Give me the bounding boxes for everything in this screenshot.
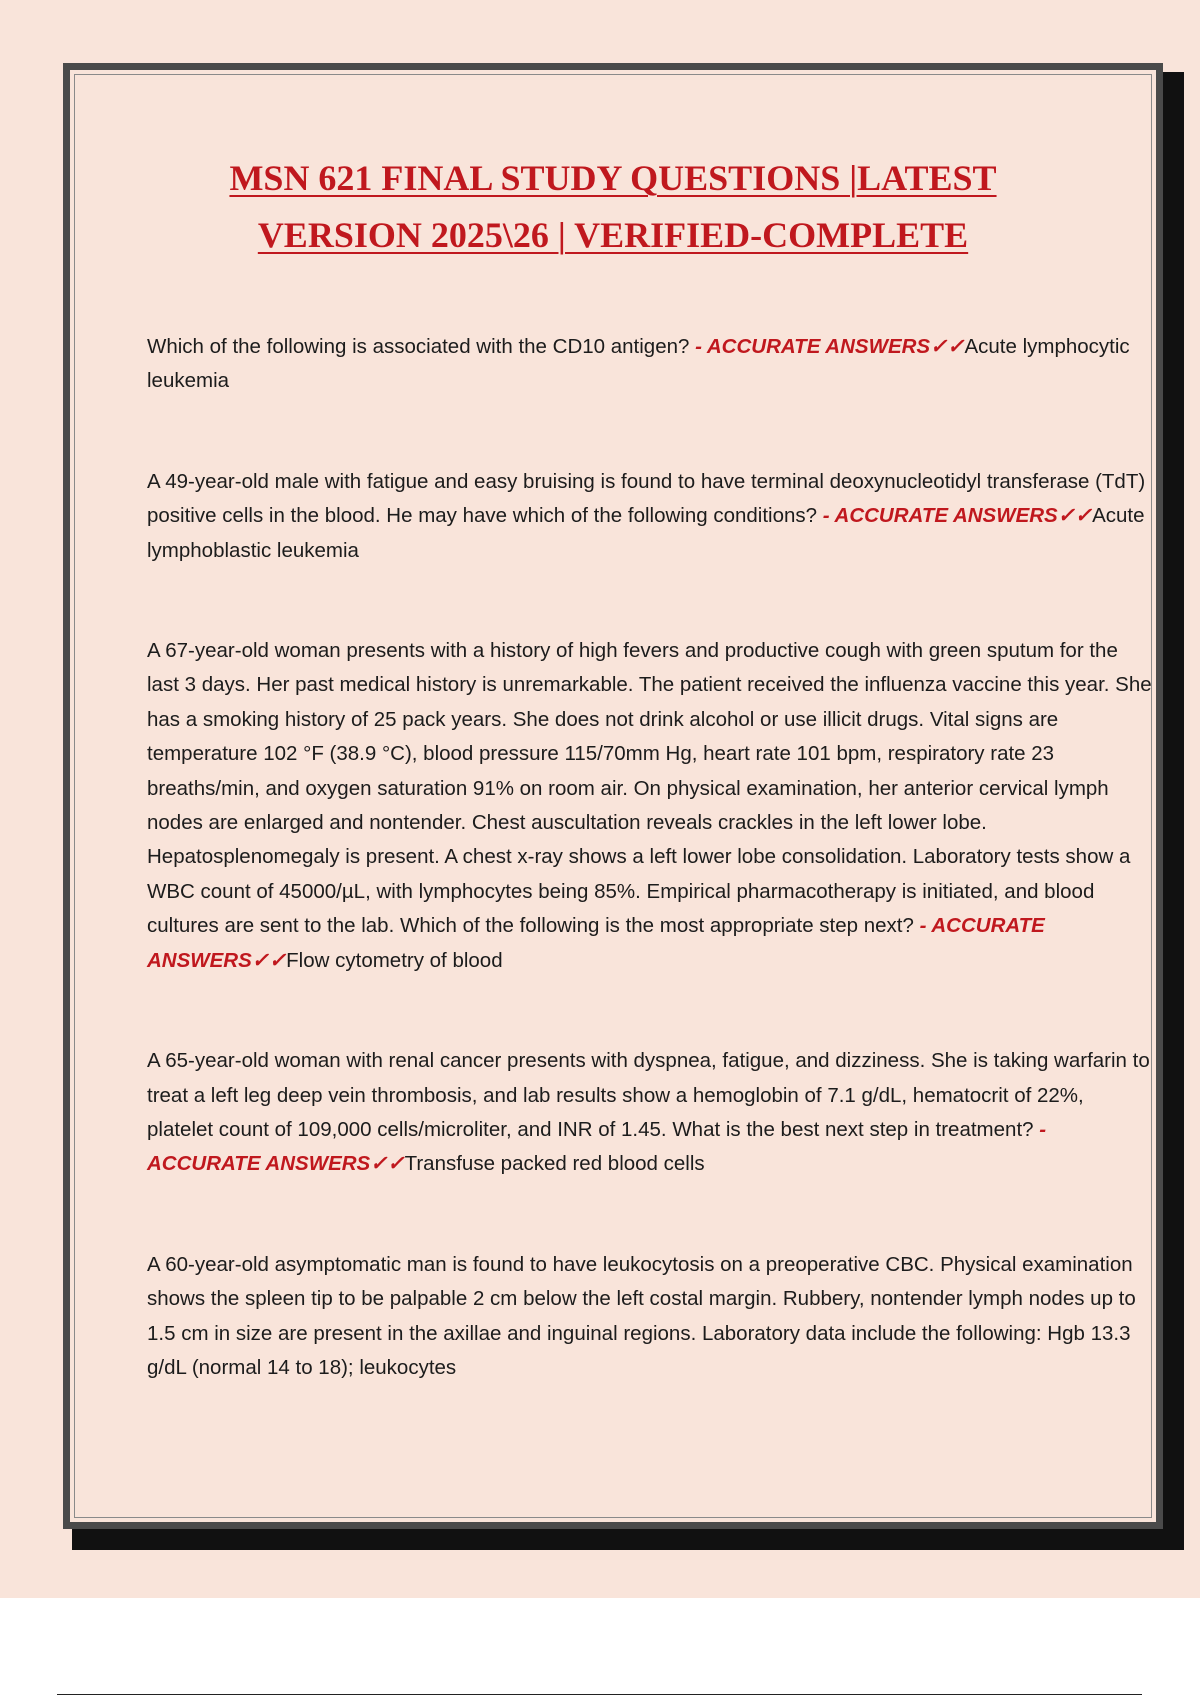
answer-text: Acute lymphocytic leukemia <box>147 335 1130 393</box>
title-line-2: VERSION 2025\26 | VERIFIED-COMPLETE <box>257 215 969 255</box>
answer-label: - ACCURATE ANSWERS✓✓ <box>822 504 1093 528</box>
answer-label: - ACCURATE ANSWERS✓✓ <box>695 335 965 358</box>
question-text: Which of the following is associated with the CD10 antigen? <box>147 335 696 358</box>
question-text: A 60-year-old asymptomatic man is found to have leukocytosis on a preoperative CBC. Physical examination shows the spleen tip to be palpable 2 cm below the left costal margin. Rubbery, nontender lymph nodes up to 1.5 cm in size are present in the axillae and inguinal regions. Laboratory data include the following: Hgb 13.3 g/dL (normal 14 to 18); leukocytes <box>147 1252 1136 1379</box>
question-text: A 65-year-old woman with renal cancer presents with dyspnea, fatigue, and dizziness. She is taking warfarin to treat a left leg deep vein thrombosis, and lab results show a hemoglobin of 7.1 g/dL, hematocrit of 22%, platelet count of 109,000 cells/microliter, and INR of 1.45. What is the best next step in treatment? <box>147 1049 1150 1141</box>
question-item <box>147 465 1152 568</box>
document-frame <box>63 63 1163 1529</box>
question-list <box>147 330 1152 1385</box>
answer-text: Acute lymphoblastic leukemia <box>147 504 1145 562</box>
question-text: A 49-year-old male with fatigue and easy bruising is found to have terminal deoxynucleotidyl transferase (TdT) positive cells in the blood. He may have which of the following conditions? <box>147 469 1146 528</box>
question-item <box>147 330 1152 399</box>
answer-text: Transfuse packed red blood cells <box>404 1152 705 1176</box>
question-item <box>147 1248 1152 1386</box>
title-line-1: MSN 621 FINAL STUDY QUESTIONS |LATEST <box>229 158 997 198</box>
page-bottom-rule <box>57 1694 1142 1695</box>
answer-text: Flow cytometry of blood <box>286 948 503 972</box>
document-title <box>70 150 1156 264</box>
answer-label: - ACCURATE ANSWERS✓✓ <box>147 914 1045 972</box>
question-item <box>147 634 1152 978</box>
question-item <box>147 1044 1152 1182</box>
question-text: A 67-year-old woman presents with a history of high fevers and productive cough with green sputum for the last 3 days. Her past medical history is unremarkable. The patient received the influenza vaccine this year. She has a smoking history of 25 pack years. She does not drink alcohol or use illicit drugs. Vital signs are temperature 102 °F (38.9 °C), blood pressure 115/70mm Hg, heart rate 101 bpm, respiratory rate 23 breaths/min, and oxygen saturation 91% on room air. On physical examination, her anterior cervical lymph nodes are enlarged and nontender. Chest auscultation reveals crackles in the left lower lobe. Hepatosplenomegaly is present. A chest x-ray shows a left lower lobe consolidation. Laboratory tests show a WBC count of 45000/µL, with lymphocytes being 85%. Empirical pharmacotherapy is initiated, and blood cultures are sent to the lab. Which of the following is the most appropriate step next? <box>147 639 1152 938</box>
answer-label: - ACCURATE ANSWERS✓✓ <box>147 1117 1047 1176</box>
